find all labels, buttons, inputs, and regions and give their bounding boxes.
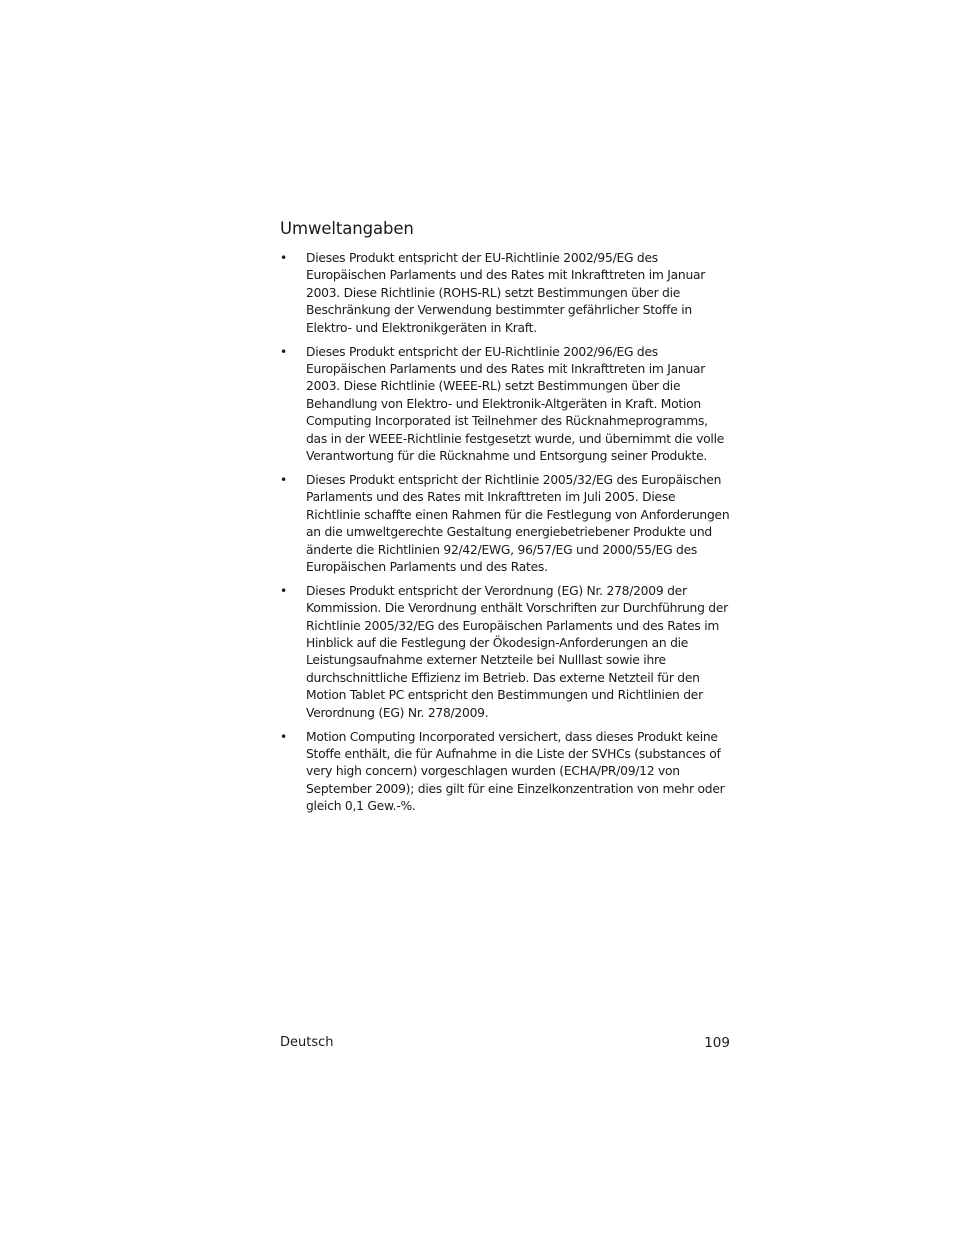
list-item-text: Dieses Produkt entspricht der Verordnung (EG) Nr. 278/2009 der Kommission. Die Verordnung enthält Vorschriften zur Durchführung der Richtlinie 2005/32/EG des Europäischen Parlaments und des Rates im Hinblick auf die Festlegung der Ökodesign-Anforderungen an die Leistungsaufnahme externer Netzteile bei Nulllast sowie ihre durchschnittliche Effizienz im Betrieb. Das externe Netzteil für den Motion Tablet PC entspricht den Bestimmungen und Richtlinien der Verordnung (EG) Nr. 278/2009. — [306, 583, 728, 720]
list-item — [280, 729, 732, 816]
bullet-icon: • — [280, 472, 288, 487]
list-item — [280, 472, 732, 576]
list-item-text: Motion Computing Incorporated versichert, dass dieses Produkt keine Stoffe enthält, die für Aufnahme in die Liste der SVHCs (substances of very high concern) vorgeschlagen wurden (ECHA/PR/09/12 von September 2009); dies gilt für eine Einzelkonzentration von mehr oder gleich 0,1 Gew.-%. — [306, 729, 725, 814]
bullet-icon: • — [280, 251, 288, 265]
list-item-text: Dieses Produkt entspricht der EU-Richtlinie 2002/95/EG des Europäischen Parlaments und des Rates mit Inkrafttreten im Januar 2003. Diese Richtlinie (ROHS-RL) setzt Bestimmungen über die Beschränkung der Verwendung bestimmter gefährlicher Stoffe in Elektro- und Elektronikgeräten in Kraft. — [306, 251, 706, 335]
list-item-text: Dieses Produkt entspricht der EU-Richtlinie 2002/96/EG des Europäischen Parlaments und des Rates mit Inkrafttreten im Januar 2003. Diese Richtlinie (WEEE-RL) setzt Bestimmungen über die Behandlung von Elektro- und Elektronik-Altgeräten in Kraft. Motion Computing Incorporated ist Teilnehmer des Rücknahmeprogramms, das in der WEEE-Richtlinie festgesetzt wurde, und übernimmt die volle Verantwortung für die Rücknahme und Entsorgung seiner Produkte. — [306, 344, 725, 463]
bullet-list — [280, 250, 732, 816]
list-item — [280, 583, 732, 722]
list-item — [280, 344, 732, 466]
page-footer — [280, 1033, 730, 1053]
footer-language: Deutsch — [280, 1035, 334, 1050]
page-content — [280, 218, 732, 822]
bullet-icon: • — [280, 729, 288, 744]
page-number: 109 — [704, 1035, 730, 1051]
bullet-icon: • — [280, 344, 288, 359]
bullet-icon: • — [280, 583, 288, 598]
section-title: Umweltangaben — [280, 219, 414, 238]
list-item-text: Dieses Produkt entspricht der Richtlinie 2005/32/EG des Europäischen Parlaments und des Rates mit Inkrafttreten im Juli 2005. Diese Richtlinie schaffte einen Rahmen für die Festlegung von Anforderungen an die umweltgerechte Gestaltung energiebetriebener Produkte und änderte die Richtlinien 92/42/EWG, 96/57/EG und 2000/55/EG des Europäischen Parlaments und des Rates. — [306, 472, 730, 574]
list-item — [280, 250, 732, 337]
